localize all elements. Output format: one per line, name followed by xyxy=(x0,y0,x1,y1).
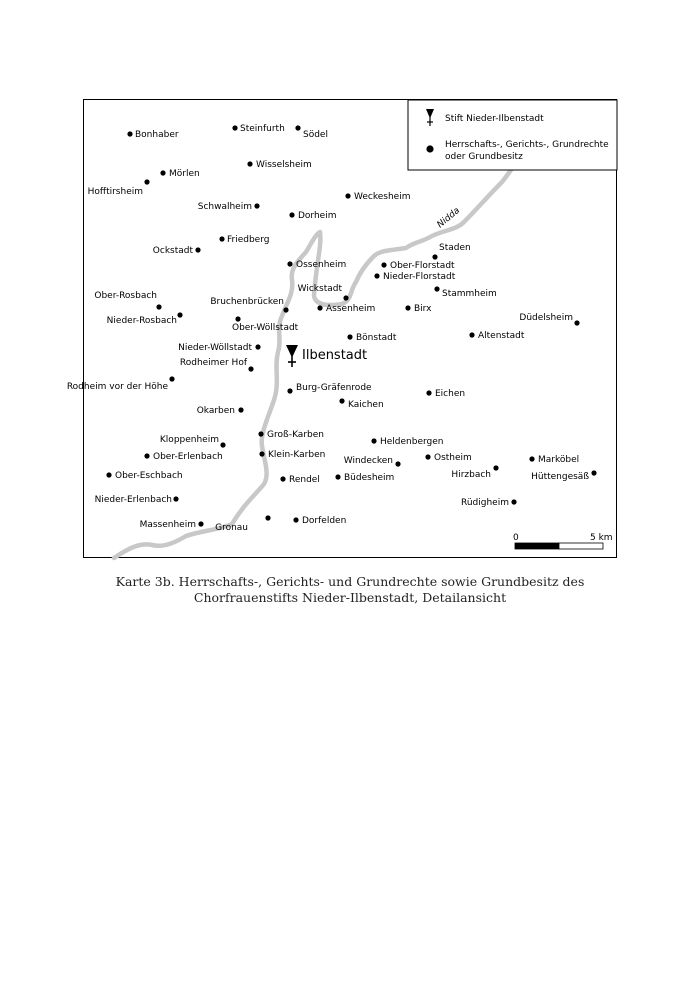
place-label-nieder-wöllstadt: Nieder-Wöllstadt xyxy=(178,343,252,353)
place-label-södel: Södel xyxy=(303,130,328,140)
place-dot-groß-karben xyxy=(258,431,263,436)
place-dot-ober-eschbach xyxy=(106,472,111,477)
place-label-massenheim: Massenheim xyxy=(139,520,196,530)
place-dot-bönstadt xyxy=(347,334,352,339)
place-label-ober-erlenbach: Ober-Erlenbach xyxy=(153,452,223,462)
place-dot-hirzbach xyxy=(493,465,498,470)
place-dot-düdelsheim xyxy=(574,320,579,325)
place-label-rodheim-vor-der-höhe: Rodheim vor der Höhe xyxy=(66,382,168,392)
place-label-birx: Birx xyxy=(414,304,432,314)
place-label-düdelsheim: Düdelsheim xyxy=(519,313,573,323)
place-label-assenheim: Assenheim xyxy=(326,304,376,314)
map-frame xyxy=(66,99,617,558)
scale-segment-black xyxy=(515,543,559,549)
place-dot-klein-karben xyxy=(259,451,264,456)
place-label-nieder-rosbach: Nieder-Rosbach xyxy=(106,316,177,326)
place-dot-hüttengesäß xyxy=(591,470,596,475)
place-dot-rodheimer-hof xyxy=(248,366,253,371)
place-label-wickstadt: Wickstadt xyxy=(297,284,342,294)
place-label-okarben: Okarben xyxy=(196,406,235,416)
place-dot-nieder-wöllstadt xyxy=(255,344,260,349)
place-dot-assenheim xyxy=(317,305,322,310)
legend-rights-label-line1: Herrschafts-, Gerichts-, Grundrechte xyxy=(445,140,609,150)
place-label-ostheim: Ostheim xyxy=(434,453,472,463)
caption-line2: Chorfrauenstifts Nieder-Ilbenstadt, Detailansicht xyxy=(193,590,507,605)
place-dot-gronau xyxy=(265,515,270,520)
place-label-groß-karben: Groß-Karben xyxy=(267,430,324,440)
stift-icon xyxy=(286,345,298,356)
place-label-wisselsheim: Wisselsheim xyxy=(256,160,312,170)
place-label-marköbel: Marköbel xyxy=(538,455,580,465)
river-label: Nidda xyxy=(435,205,462,231)
place-dot-mörlen xyxy=(160,170,165,175)
place-label-ober-wöllstadt: Ober-Wöllstadt xyxy=(232,323,299,333)
ilbenstadt-label: Ilbenstadt xyxy=(302,348,368,363)
place-label-nieder-erlenbach: Nieder-Erlenbach xyxy=(94,495,172,505)
places-layer xyxy=(67,124,597,533)
place-dot-kaichen xyxy=(339,398,344,403)
place-dot-kloppenheim xyxy=(220,442,225,447)
place-dot-marköbel xyxy=(529,456,534,461)
place-dot-rendel xyxy=(280,476,285,481)
place-dot-ostheim xyxy=(425,454,430,459)
place-dot-ober-erlenbach xyxy=(144,453,149,458)
place-label-klein-karben: Klein-Karben xyxy=(268,450,326,460)
place-dot-ober-rosbach xyxy=(156,304,161,309)
place-label-kloppenheim: Kloppenheim xyxy=(159,435,219,445)
place-label-steinfurth: Steinfurth xyxy=(240,124,285,134)
place-label-bruchenbrücken: Bruchenbrücken xyxy=(210,297,284,307)
place-dot-bruchenbrücken xyxy=(283,307,288,312)
place-dot-nieder-florstadt xyxy=(374,273,379,278)
place-label-dorfelden: Dorfelden xyxy=(302,516,347,526)
place-label-friedberg: Friedberg xyxy=(227,235,270,245)
place-dot-stammheim xyxy=(434,286,439,291)
place-dot-nieder-rosbach xyxy=(177,312,182,317)
place-label-windecken: Windecken xyxy=(343,456,393,466)
legend-stift-label: Stift Nieder-Ilbenstadt xyxy=(445,114,544,124)
place-dot-heldenbergen xyxy=(371,438,376,443)
place-label-hirzbach: Hirzbach xyxy=(451,470,491,480)
place-label-bönstadt: Bönstadt xyxy=(356,333,397,343)
place-label-mörlen: Mörlen xyxy=(169,169,200,179)
place-dot-birx xyxy=(405,305,410,310)
place-label-rendel: Rendel xyxy=(289,475,320,485)
scale-bar xyxy=(513,533,613,549)
place-dot-burg-gräfenrode xyxy=(287,388,292,393)
place-dot-ober-florstadt xyxy=(381,262,386,267)
scale-end-label: 5 km xyxy=(590,533,613,543)
place-dot-ockstadt xyxy=(195,247,200,252)
place-label-kaichen: Kaichen xyxy=(348,400,384,410)
place-label-rüdigheim: Rüdigheim xyxy=(461,498,509,508)
place-label-ockstadt: Ockstadt xyxy=(152,246,193,256)
place-dot-staden xyxy=(432,254,437,259)
place-dot-ober-wöllstadt xyxy=(235,316,240,321)
place-dot-dorheim xyxy=(289,212,294,217)
place-label-nieder-florstadt: Nieder-Florstadt xyxy=(383,272,456,282)
place-label-hüttengesäß: Hüttengesäß xyxy=(531,472,589,482)
place-label-büdesheim: Büdesheim xyxy=(344,473,395,483)
place-label-stammheim: Stammheim xyxy=(442,289,497,299)
place-label-burg-gräfenrode: Burg-Gräfenrode xyxy=(296,383,372,393)
place-dot-windecken xyxy=(395,461,400,466)
place-dot-altenstadt xyxy=(469,332,474,337)
place-dot-wisselsheim xyxy=(247,161,252,166)
place-label-ober-eschbach: Ober-Eschbach xyxy=(115,471,183,481)
place-dot-eichen xyxy=(426,390,431,395)
place-label-gronau: Gronau xyxy=(215,523,248,533)
place-dot-rodheim-vor-der-höhe xyxy=(169,376,174,381)
place-label-schwalheim: Schwalheim xyxy=(197,202,252,212)
place-label-rodheimer-hof: Rodheimer Hof xyxy=(179,358,247,368)
place-dot-schwalheim xyxy=(254,203,259,208)
place-dot-okarben xyxy=(238,407,243,412)
scale-segment-white xyxy=(559,543,603,549)
place-dot-massenheim xyxy=(198,521,203,526)
scale-start-label: 0 xyxy=(513,533,519,543)
place-label-bonhaber: Bonhaber xyxy=(135,130,179,140)
map-caption xyxy=(100,574,600,606)
place-label-dorheim: Dorheim xyxy=(298,211,337,221)
place-label-eichen: Eichen xyxy=(435,389,466,399)
place-dot-rüdigheim xyxy=(511,499,516,504)
place-label-heldenbergen: Heldenbergen xyxy=(380,437,444,447)
place-dot-friedberg xyxy=(219,236,224,241)
place-label-weckesheim: Weckesheim xyxy=(354,192,411,202)
place-dot-nieder-erlenbach xyxy=(173,496,178,501)
place-dot-wickstadt xyxy=(343,295,348,300)
place-label-altenstadt: Altenstadt xyxy=(478,331,525,341)
place-label-ober-florstadt: Ober-Florstadt xyxy=(390,261,455,271)
place-label-ober-rosbach: Ober-Rosbach xyxy=(94,291,157,301)
place-label-ossenheim: Ossenheim xyxy=(296,260,347,270)
caption-line1: Karte 3b. Herrschafts-, Gerichts- und Grundrechte sowie Grundbesitz des xyxy=(115,574,585,589)
place-label-hofftirsheim: Hofftirsheim xyxy=(87,187,143,197)
place-dot-büdesheim xyxy=(335,474,340,479)
place-dot-hofftirsheim xyxy=(144,179,149,184)
legend-rights-label-line2: oder Grundbesitz xyxy=(445,152,523,162)
place-dot-södel xyxy=(295,125,300,130)
map-canvas xyxy=(66,100,618,559)
place-dot-steinfurth xyxy=(232,125,237,130)
place-dot-weckesheim xyxy=(345,193,350,198)
legend-dot-icon xyxy=(426,145,433,152)
place-label-staden: Staden xyxy=(439,243,471,253)
legend xyxy=(408,100,617,170)
ilbenstadt-marker xyxy=(286,345,298,367)
place-dot-dorfelden xyxy=(293,517,298,522)
place-dot-bonhaber xyxy=(127,131,132,136)
place-dot-ossenheim xyxy=(287,261,292,266)
